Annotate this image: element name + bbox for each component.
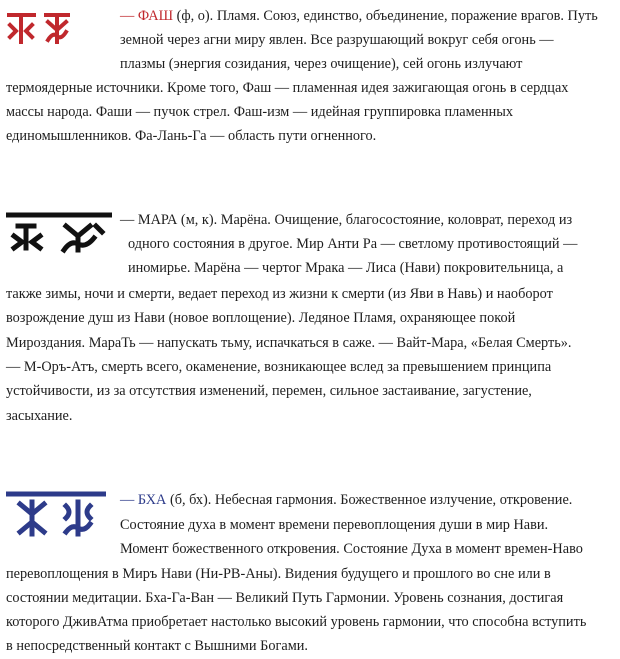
- fash-rune-icon: [6, 8, 72, 48]
- bha-rune-icon: [6, 490, 106, 538]
- entry-mara-line-2: иномирье. Марёна — чертог Мрака — Лиса (Нави) покровительница, а: [128, 260, 564, 276]
- entry-bha-line-1: Состояние духа в момент времени перевоплощения души в мир Нави.: [120, 517, 549, 533]
- entry-mara-term: — МАРА: [120, 212, 178, 228]
- entry-fash-line-0: — ФАШ (ф, о). Пламя. Союз, единство, объединение, поражение врагов. Путь: [120, 8, 598, 24]
- entry-bha-line-5: которого ДживАтма приобретает настолько высокий уровень гармонии, что способна вступить: [6, 614, 587, 630]
- entry-mara-line-3: также зимы, ночи и смерти, ведает переход из жизни к смерти (из Яви в Навь) и наоборот: [6, 286, 553, 302]
- entry-bha-term[interactable]: — БХА: [120, 492, 167, 508]
- entry-mara-line-8: засыхание.: [6, 408, 73, 424]
- entry-fash-line-2: плазмы (энергия созидания, через очищение), сей огонь излучают: [120, 56, 523, 72]
- entry-bha-line-6: в непосредственный контакт с Вышними Богами.: [6, 638, 308, 654]
- entry-bha-line-2: Момент божественного откровения. Состояние Духа в момент времен-Наво: [120, 541, 583, 557]
- entry-mara-line-0: — МАРА (м, к). Марёна. Очищение, благосостояние, коловрат, переход из: [120, 212, 573, 228]
- entry-mara-line-1: одного состояния в другое. Мир Анти Ра — светлому противостоящий —: [128, 236, 578, 252]
- entry-mara-line-6: — М-Оръ-Атъ, смерть всего, окаменение, возникающее вслед за превышением принципа: [6, 359, 552, 375]
- entry-mara-line-5: Мироздания. МараТь — напускать тьму, испачкаться в саже. — Вайт-Мара, «Белая Смерть».: [6, 335, 572, 351]
- entry-mara-line-7: устойчивости, из за отсутствия изменений, перемен, сильное застаивание, загустение,: [6, 383, 532, 399]
- entry-fash-line-1: земной через агни миру явлен. Все разрушающий вокруг себя огонь —: [120, 32, 554, 48]
- mara-rune-icon: [6, 210, 112, 254]
- entry-bha-line-3: перевоплощения в Миръ Нави (Ни-РВ-Аны). Видения будущего и прошлого во сне или в: [6, 566, 551, 582]
- entry-fash-term[interactable]: — ФАШ: [120, 8, 174, 24]
- entry-fash-line-5: единомышленников. Фа-Лань-Га — область пути огненного.: [6, 128, 377, 144]
- entry-mara-line-4: возрождение душ из Нави (новое воплощение). Ледяное Пламя, охраняющее покой: [6, 310, 516, 326]
- entry-fash-line-3: термоядерные источники. Кроме того, Фаш — пламенная идея зажигающая огонь в сердцах: [6, 80, 569, 96]
- entry-bha-line-4: состоянии медитации. Бха-Га-Ван — Великий Путь Гармонии. Уровень сознания, достигая: [6, 590, 564, 606]
- entry-fash-line-4: массы народа. Фаши — пучок стрел. Фаш-изм — идейная группировка пламенных: [6, 104, 514, 120]
- entry-bha-line-0: — БХА (б, бх). Небесная гармония. Божественное излучение, откровение.: [120, 492, 573, 508]
